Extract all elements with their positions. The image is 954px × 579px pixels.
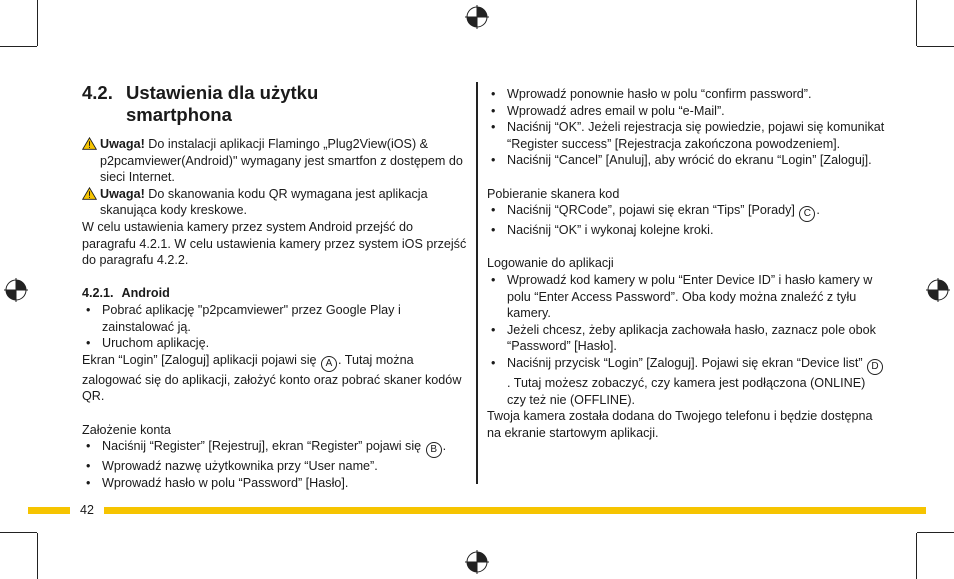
page-number: 42 — [80, 503, 94, 517]
list-item: • Pobrać aplikację "p2pcamviewer" przez Google Play i zainstalować ją. — [86, 302, 401, 334]
crop-mark-bottom-right-h — [917, 532, 954, 533]
screen-a-badge: A — [321, 356, 337, 372]
list-item: • Wprowadź hasło w polu “Password” [Hasło]. — [86, 475, 349, 490]
left-column — [82, 82, 468, 491]
screen-b-badge: B — [426, 442, 442, 458]
warning-note: Uwaga! Do instalacji aplikacji Flamingo „Plug2View(iOS) & p2pcamviewer(Android)" wymagany jest smartfon z dostępem do sieci Internet. — [82, 136, 468, 186]
registration-mark-icon — [4, 278, 28, 302]
right-column — [487, 86, 887, 441]
registration-mark-icon — [465, 5, 489, 29]
section-title-text: Ustawienia dla użytku smartphona — [126, 82, 319, 125]
crop-mark-top-right-h — [917, 46, 954, 47]
account-steps-list — [82, 438, 468, 491]
scanner-steps-list — [487, 202, 887, 239]
crop-mark-top-right-v — [916, 0, 917, 46]
closing-paragraph: Twoja kamera została dodana do Twojego telefonu i będzie dostępna na ekranie startowym aplikacji. — [487, 409, 873, 440]
account-steps-continued — [487, 86, 887, 169]
screen-c-badge: C — [799, 206, 815, 222]
crop-mark-top-left-v — [37, 0, 38, 46]
footer-bar-right — [104, 507, 926, 514]
list-item: • Naciśnij przycisk “Login” [Zaloguj]. Pojawi się ekran “Device list” D. Tutaj możesz zobaczyć, czy kamera jest podłączona (ONLINE) czy też nie (OFFLINE). — [487, 355, 887, 408]
login-screen-paragraph: Ekran “Login” [Zaloguj] aplikacji pojawi się A . Tutaj można zalogować się do aplikacji, założyć konto oraz pobrać skaner kodów QR. — [82, 352, 462, 404]
crop-mark-bottom-left-h — [0, 532, 37, 533]
scanner-heading: Pobieranie skanera kod — [487, 186, 620, 201]
crop-mark-top-left-h — [0, 46, 37, 47]
list-item: • Naciśnij “Register” [Rejestruj], ekran “Register” pojawi się B . — [82, 438, 468, 458]
registration-mark-icon — [465, 550, 489, 574]
section-number: 4.2. — [82, 82, 113, 103]
section-title — [82, 82, 468, 126]
list-item: • Naciśnij “OK”. Jeżeli rejestracja się powiedzie, pojawi się komunikat “Register success” [Rejestracja zakończona powodzeniem]. — [491, 120, 885, 151]
list-item: • Wprowadź adres email w polu “e-Mail”. — [491, 103, 725, 118]
app-login-heading: Logowanie do aplikacji — [487, 256, 614, 271]
list-item: • Jeżeli chcesz, żeby aplikacja zachowała hasło, zaznacz pole obok “Password” [Hasło]. — [491, 322, 876, 354]
account-heading: Założenie konta — [82, 422, 171, 437]
list-item: • Uruchom aplikację. — [86, 336, 210, 351]
crop-mark-bottom-right-v — [916, 533, 917, 579]
registration-mark-icon — [926, 278, 950, 302]
crop-mark-bottom-left-v — [37, 533, 38, 579]
column-divider — [476, 82, 478, 484]
warning-note: Uwaga! Do skanowania kodu QR wymagana jest aplikacja skanująca kody kreskowe. — [82, 186, 468, 219]
list-item: • Wprowadź kod kamery w polu “Enter Device ID” i hasło kamery w polu “Enter Access Password”. Oba kody można znaleźć z tyłu kamery. — [491, 272, 873, 321]
list-item: • Wprowadź nazwę użytkownika przy “User name”. — [86, 459, 378, 474]
app-login-steps-list — [487, 272, 887, 408]
footer-bar-left — [28, 507, 70, 514]
intro-paragraph: W celu ustawienia kamery przez system Android przejść do paragrafu 4.2.1. W celu ustawienia kamery przez system iOS przejść do paragrafu 4.2.2. — [82, 219, 467, 268]
list-item: • Naciśnij “Cancel” [Anuluj], aby wrócić do ekranu “Login” [Zaloguj]. — [491, 153, 872, 168]
screen-d-badge: D — [867, 359, 883, 375]
list-item: • Wprowadź ponownie hasło w polu “confirm password”. — [491, 87, 812, 101]
list-item: • Naciśnij “OK” i wykonaj kolejne kroki. — [491, 223, 714, 238]
android-steps-list — [82, 302, 468, 352]
subsection-title: 4.2.1. Android — [82, 286, 170, 301]
list-item: • Naciśnij “QRCode”, pojawi się ekran “Tips” [Porady] C . — [487, 202, 887, 222]
warning-triangle-icon — [82, 187, 100, 220]
warning-triangle-icon — [82, 137, 100, 187]
